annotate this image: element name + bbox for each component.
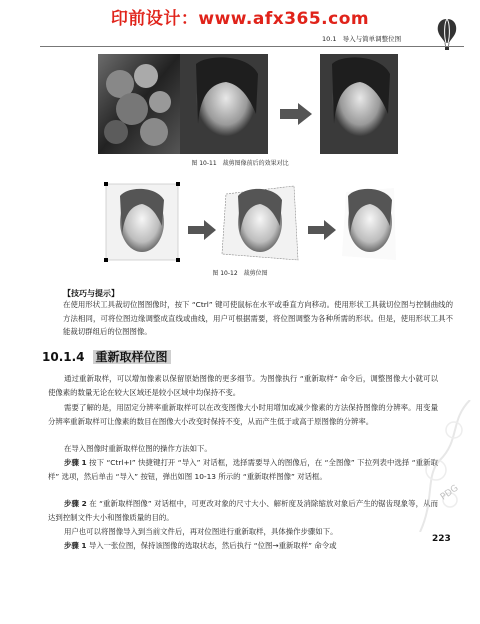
- figure-10-11: [98, 54, 398, 154]
- arrow-icon: [308, 220, 336, 240]
- figure-number: 图 10-11: [191, 160, 217, 167]
- photo-cropped-portrait: [320, 54, 398, 154]
- body-paragraph: 需要了解的是，用固定分辨率重新取样可以在改变图像大小时用增加或减少像素的方法保持图像的分辨率。用变量分辨率重新取样可让像素的数目在图像大小改变时保持不变，从而产生低于或高于原图像的分辨率。: [48, 403, 438, 426]
- body-paragraph: 在导入图像时重新取样位图的操作方法如下。: [64, 444, 212, 453]
- arrow-icon: [280, 103, 312, 125]
- figure-number: 图 10-12: [212, 270, 238, 277]
- step-label: 步骤 1: [64, 541, 87, 550]
- arrow-icon: [188, 220, 216, 240]
- section-title: 重新取样位图: [93, 350, 171, 364]
- page-number: 223: [432, 534, 451, 544]
- step-text: 在 “重新取样图像” 对话框中，可更改对象的尺寸大小、解析度及消除缩放对象后产生的锯齿现象等，从而达到控制文件大小和图像质量的目的。: [48, 499, 438, 522]
- figure-caption-text: 裁剪图像前后的效果对比: [222, 160, 289, 167]
- figure-caption: [0, 268, 480, 277]
- running-head-title: 导入与简单调整位图: [342, 35, 402, 43]
- header-rule: [40, 46, 464, 47]
- figure-10-12: [98, 176, 398, 264]
- watermark-pdg: PDG: [438, 483, 461, 503]
- body-paragraph: 通过重新取样，可以增加像素以保留原始图像的更多细节。为图像执行 “重新取样” 命令后，调整图像大小就可以使像素的数量无论在较大区域还是较小区域中均保持不变。: [48, 374, 438, 397]
- photo-original-flowers: [98, 54, 180, 154]
- running-head-section: 10.1: [322, 35, 337, 43]
- step-text: 导入一张位图，保持该图像的选取状态，然后执行 “位图→重新取样” 命令或: [88, 541, 337, 550]
- step-paragraph: [48, 497, 438, 524]
- figure-caption-text: 裁剪位图: [243, 270, 268, 277]
- step-text: 按下 “Ctrl+I” 快捷键打开 “导入” 对话框，选择需要导入的图像后，在 “全图像” 下拉列表中选择 “重新取样” 选项，然后单击 “导入” 按钮，弹出如图 10-13 所示的 “重新取样图像” 对话框。: [48, 458, 438, 481]
- crop-step-3-image: [342, 188, 396, 260]
- tip-body: 在使用形状工具裁切位图图像时，按下 “Ctrl” 键可使鼠标在水平或垂直方向移动。使用形状工具裁切位图与控制曲线的方法相同，可将位图边缘调整成直线或曲线，用户可根据需要，将位图调整为各种所需的形状。但是，使用形状工具不能裁切群组后的位图图像。: [63, 300, 453, 337]
- step-label: 步骤 2: [64, 499, 87, 508]
- body-paragraph: 用户也可以将图像导入到当前文件后，再对位图进行重新取样，具体操作步骤如下。: [64, 527, 338, 536]
- decorative-floral-watermark: [410, 400, 476, 532]
- watermark-text: 印前设计：www.afx365.com: [110, 9, 370, 29]
- photo-original-portrait: [180, 54, 268, 154]
- step-paragraph: [48, 539, 424, 553]
- running-head: [322, 34, 401, 43]
- crop-step-2-image: [222, 186, 298, 260]
- section-heading: [42, 348, 171, 365]
- tip-title: 【技巧与提示】: [63, 289, 119, 298]
- section-number: 10.1.4: [42, 350, 85, 364]
- step-label: 步骤 1: [64, 458, 87, 467]
- figure-caption: [0, 158, 480, 167]
- step-paragraph: [48, 456, 438, 483]
- crop-step-1-image: [104, 182, 180, 262]
